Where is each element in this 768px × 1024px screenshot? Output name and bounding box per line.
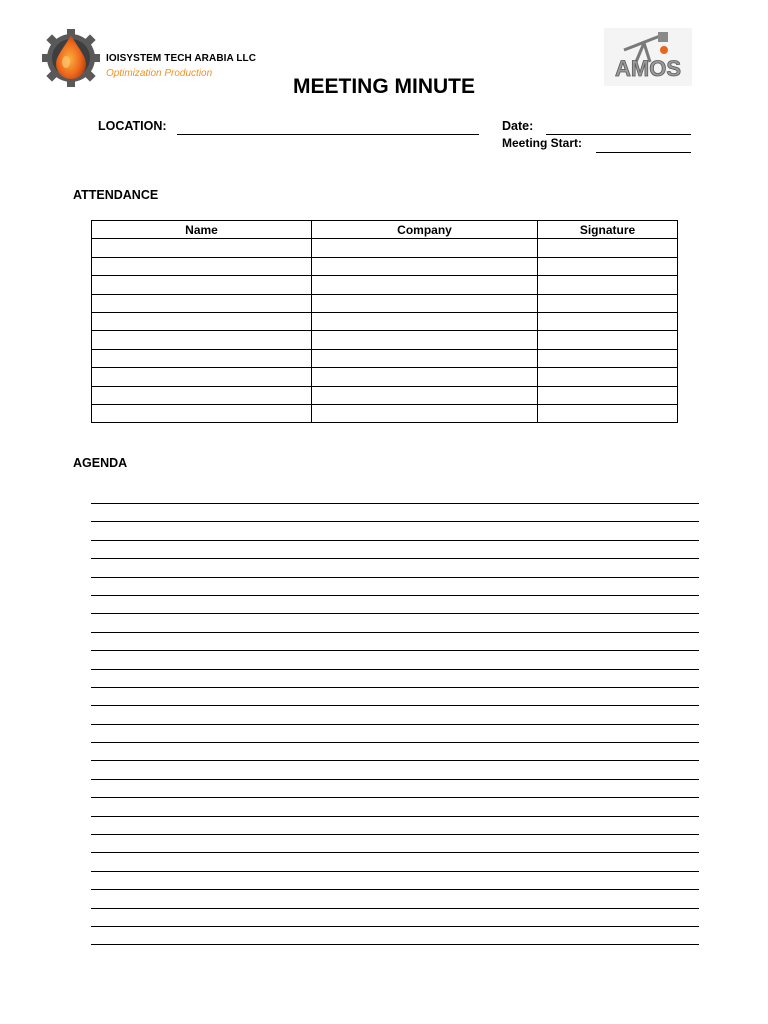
name-cell[interactable] [92,349,312,367]
agenda-line[interactable] [91,852,699,870]
company-cell[interactable] [312,331,538,349]
agenda-line[interactable] [91,797,699,815]
agenda-line[interactable] [91,760,699,778]
company-cell[interactable] [312,368,538,386]
agenda-lines [91,503,699,963]
agenda-line[interactable] [91,540,699,558]
table-row [92,404,678,422]
table-row [92,349,678,367]
location-label: LOCATION: [98,119,167,133]
company-cell[interactable] [312,294,538,312]
meeting-start-field[interactable] [596,152,691,153]
signature-cell[interactable] [538,257,678,275]
company-cell[interactable] [312,404,538,422]
company-cell[interactable] [312,349,538,367]
name-cell[interactable] [92,404,312,422]
agenda-line[interactable] [91,871,699,889]
signature-cell[interactable] [538,312,678,330]
table-row [92,294,678,312]
name-cell[interactable] [92,294,312,312]
name-cell[interactable] [92,257,312,275]
name-cell[interactable] [92,239,312,257]
attendance-header-row [92,221,678,239]
signature-cell[interactable] [538,239,678,257]
agenda-line[interactable] [91,503,699,521]
table-row [92,386,678,404]
company-cell[interactable] [312,257,538,275]
agenda-line[interactable] [91,724,699,742]
agenda-line[interactable] [91,742,699,760]
agenda-line[interactable] [91,577,699,595]
agenda-line[interactable] [91,889,699,907]
signature-cell[interactable] [538,368,678,386]
page-title: MEETING MINUTE [293,75,475,98]
agenda-line[interactable] [91,816,699,834]
date-field[interactable] [546,134,691,135]
company-cell[interactable] [312,386,538,404]
table-row [92,331,678,349]
name-cell[interactable] [92,368,312,386]
agenda-line[interactable] [91,521,699,539]
company-tagline: Optimization Production [106,68,213,79]
signature-cell[interactable] [538,294,678,312]
date-label: Date: [502,119,534,133]
amos-logo-text: AMOS [615,56,681,81]
name-cell[interactable] [92,312,312,330]
agenda-line[interactable] [91,687,699,705]
agenda-line[interactable] [91,595,699,613]
agenda-line[interactable] [91,613,699,631]
company-cell[interactable] [312,312,538,330]
table-row [92,257,678,275]
agenda-line[interactable] [91,650,699,668]
agenda-line[interactable] [91,705,699,723]
signature-cell[interactable] [538,404,678,422]
agenda-line[interactable] [91,669,699,687]
agenda-heading: AGENDA [73,456,128,470]
name-cell[interactable] [92,331,312,349]
attendance-heading: ATTENDANCE [73,188,159,202]
agenda-line[interactable] [91,779,699,797]
company-name: IOISYSTEM TECH ARABIA LLC [106,53,257,64]
table-row [92,368,678,386]
agenda-line[interactable] [91,834,699,852]
agenda-line[interactable] [91,908,699,926]
signature-cell[interactable] [538,331,678,349]
table-row [92,276,678,294]
location-field[interactable] [177,134,479,135]
agenda-line[interactable] [91,558,699,576]
table-row [92,312,678,330]
table-row [92,239,678,257]
company-cell[interactable] [312,239,538,257]
signature-cell[interactable] [538,276,678,294]
column-header-name: Name [92,221,312,239]
agenda-line[interactable] [91,632,699,650]
agenda-line[interactable] [91,944,699,962]
agenda-line[interactable] [91,926,699,944]
signature-cell[interactable] [538,386,678,404]
meeting-start-label: Meeting Start: [502,136,583,150]
column-header-signature: Signature [538,221,678,239]
attendance-table [91,220,678,423]
company-cell[interactable] [312,276,538,294]
signature-cell[interactable] [538,349,678,367]
attendance-body [92,239,678,423]
name-cell[interactable] [92,386,312,404]
name-cell[interactable] [92,276,312,294]
column-header-company: Company [312,221,538,239]
